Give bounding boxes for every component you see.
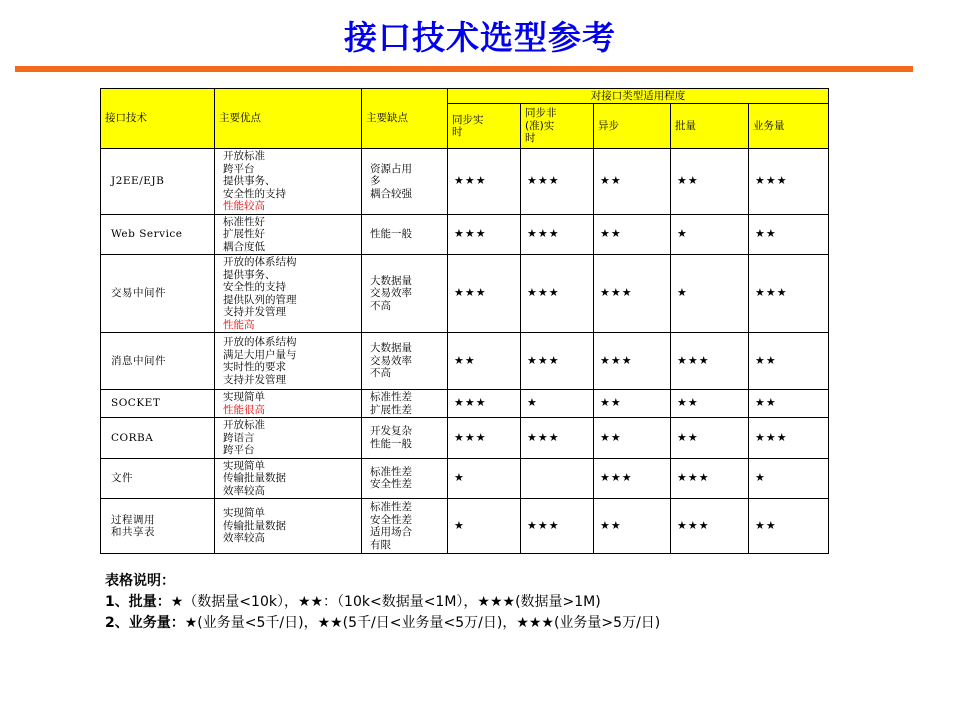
rating-async: ★★ — [594, 214, 671, 255]
rating-volume: ★★ — [749, 214, 829, 255]
rating-async: ★★ — [594, 499, 671, 554]
cell-line: 大数据量 — [370, 342, 412, 355]
header-row — [101, 89, 829, 104]
cell-line: 和共享表 — [111, 526, 155, 538]
cell-line: 交易效率 — [370, 354, 412, 367]
cons-cell — [362, 149, 448, 215]
pros-cell — [215, 333, 362, 390]
rating-sync-nonrealtime: ★★★ — [521, 499, 594, 554]
table-row — [101, 255, 829, 333]
rating-async: ★★ — [594, 149, 671, 215]
rating-batch: ★★ — [671, 418, 749, 459]
rating-async: ★★ — [594, 418, 671, 459]
tech-name-cell — [101, 149, 215, 215]
table-row — [101, 499, 829, 554]
cell-line: 实现简单 — [223, 459, 265, 472]
highlight-line: 性能很高 — [223, 403, 265, 416]
rating-sync-realtime: ★★★ — [448, 255, 521, 333]
rating-batch: ★★ — [671, 390, 749, 418]
cell-line: 开放的体系结构 — [223, 256, 297, 268]
cell-line: 交易中间件 — [111, 287, 166, 300]
cell-line: 跨平台 — [223, 444, 255, 456]
title-divider — [15, 66, 913, 72]
header-applicability-group: 对接口类型适用程度 — [448, 89, 829, 104]
tech-name-cell — [101, 333, 215, 390]
table-row — [101, 333, 829, 390]
cell-line: 标准性差 — [370, 391, 412, 403]
cell-line: 有限 — [370, 538, 391, 551]
rating-async: ★★★ — [594, 255, 671, 333]
cons-cell — [362, 255, 448, 333]
cell-line: 支持并发管理 — [223, 306, 286, 318]
cons-cell — [362, 390, 448, 418]
rating-batch: ★ — [671, 214, 749, 255]
cell-line: 性能一般 — [370, 228, 412, 240]
tech-name-cell — [101, 255, 215, 333]
header-tech: 接口技术 — [101, 89, 215, 149]
rating-sync-nonrealtime: ★★★ — [521, 149, 594, 215]
rating-sync-nonrealtime — [521, 458, 594, 499]
cell-line: 实时性的要求 — [223, 361, 286, 373]
header-sync-nonrealtime — [521, 104, 594, 149]
cell-line: 耦合度低 — [223, 240, 265, 253]
cell-line: 交易效率 — [370, 287, 412, 300]
cell-line: 满足大用户量与 — [223, 348, 297, 361]
header-batch: 批量 — [671, 104, 749, 149]
rating-sync-realtime: ★★ — [448, 333, 521, 390]
header-line: 时 — [525, 132, 536, 145]
cell-line: 开发复杂 — [370, 425, 412, 438]
cons-cell — [362, 499, 448, 554]
tech-name-cell — [101, 499, 215, 554]
rating-sync-realtime: ★ — [448, 499, 521, 554]
rating-sync-realtime: ★★★ — [448, 390, 521, 418]
table-row — [101, 458, 829, 499]
cell-line: 跨平台 — [223, 162, 255, 175]
header-line: 同步非 — [525, 107, 557, 120]
rating-sync-realtime: ★ — [448, 458, 521, 499]
cell-line: 安全性差 — [370, 513, 412, 526]
tech-name-cell — [101, 418, 215, 459]
header-sync-realtime — [448, 104, 521, 149]
rating-batch: ★★★ — [671, 458, 749, 499]
pros-cell — [215, 390, 362, 418]
rating-sync-nonrealtime: ★★★ — [521, 214, 594, 255]
cell-line: 支持并发管理 — [223, 373, 286, 386]
cell-line: 开放的体系结构 — [223, 336, 297, 348]
cell-line: 不高 — [370, 299, 391, 312]
cell-line: 开放标准 — [223, 419, 265, 431]
pros-cell — [215, 214, 362, 255]
rating-batch: ★★ — [671, 149, 749, 215]
tech-name-cell — [101, 214, 215, 255]
cell-line: 跨语言 — [223, 431, 255, 444]
cons-cell — [362, 458, 448, 499]
notes-line-prefix: 1、批量： — [105, 594, 171, 610]
header-line: 同步实 — [452, 113, 484, 126]
cell-line: 消息中间件 — [111, 354, 166, 367]
cell-line: Web Service — [111, 228, 183, 240]
rating-volume: ★ — [749, 458, 829, 499]
rating-volume: ★★★ — [749, 418, 829, 459]
cons-cell — [362, 418, 448, 459]
cell-line: 传输批量数据 — [223, 472, 286, 484]
cell-line: 安全性的支持 — [223, 187, 286, 200]
pros-cell — [215, 149, 362, 215]
interface-comparison-table — [100, 88, 829, 554]
notes-title: 表格说明： — [105, 573, 175, 589]
cell-line: 提供事务、 — [223, 268, 276, 281]
rating-async: ★★★ — [594, 333, 671, 390]
cell-line: 实现简单 — [223, 507, 265, 520]
table-notes — [105, 571, 660, 634]
cell-line: 安全性差 — [370, 478, 412, 491]
cell-line: 传输批量数据 — [223, 519, 286, 532]
cell-line: 效率较高 — [223, 484, 265, 497]
cell-line: 实现简单 — [223, 391, 265, 403]
header-async: 异步 — [594, 104, 671, 149]
cell-line: 性能一般 — [370, 437, 412, 450]
cell-line: CORBA — [111, 431, 154, 444]
tech-name-cell — [101, 458, 215, 499]
rating-batch: ★★★ — [671, 499, 749, 554]
notes-line-prefix: 2、业务量： — [105, 615, 185, 631]
header-line: (准)实 — [525, 119, 555, 132]
table-row — [101, 149, 829, 215]
rating-sync-realtime: ★★★ — [448, 214, 521, 255]
notes-line-volume — [105, 613, 660, 634]
rating-sync-nonrealtime: ★ — [521, 390, 594, 418]
rating-volume: ★★ — [749, 499, 829, 554]
cell-line: 适用场合 — [370, 526, 412, 538]
pros-cell — [215, 458, 362, 499]
cell-line: 效率较高 — [223, 532, 265, 545]
cell-line: 多 — [370, 175, 381, 187]
header-pros: 主要优点 — [215, 89, 362, 149]
rating-batch: ★★★ — [671, 333, 749, 390]
cell-line: SOCKET — [111, 397, 161, 410]
cell-line: 扩展性好 — [223, 228, 265, 240]
cell-line: 提供事务、 — [223, 175, 276, 187]
rating-sync-nonrealtime: ★★★ — [521, 333, 594, 390]
rating-sync-nonrealtime: ★★★ — [521, 255, 594, 333]
header-cons: 主要缺点 — [362, 89, 448, 149]
rating-sync-realtime: ★★★ — [448, 149, 521, 215]
rating-batch: ★ — [671, 255, 749, 333]
cell-line: 标准性差 — [370, 465, 412, 478]
rating-sync-realtime: ★★★ — [448, 418, 521, 459]
cell-line: 过程调用 — [111, 513, 155, 526]
rating-volume: ★★ — [749, 390, 829, 418]
pros-cell — [215, 418, 362, 459]
page-title: 接口技术选型参考 — [344, 18, 616, 57]
pros-cell — [215, 255, 362, 333]
rating-async: ★★ — [594, 390, 671, 418]
notes-line-text: ★（数据量<10k），★★：（10k<数据量<1M），★★★(数据量>1M) — [170, 594, 601, 610]
highlight-line: 性能较高 — [223, 200, 265, 212]
cell-line: 扩展性差 — [370, 403, 412, 416]
cell-line: 文件 — [111, 472, 133, 484]
table-row — [101, 214, 829, 255]
rating-volume: ★★★ — [749, 149, 829, 215]
cell-line: 标准性好 — [223, 215, 265, 228]
table-row — [101, 418, 829, 459]
tech-name-cell — [101, 390, 215, 418]
cell-line: 安全性的支持 — [223, 281, 286, 293]
highlight-line: 性能高 — [223, 318, 255, 331]
header-line: 时 — [452, 126, 463, 138]
cell-line: 标准性差 — [370, 501, 412, 513]
cell-line: 大数据量 — [370, 274, 412, 287]
cell-line: 提供队列的管理 — [223, 293, 297, 306]
cell-line: 开放标准 — [223, 150, 265, 162]
cons-cell — [362, 214, 448, 255]
pros-cell — [215, 499, 362, 554]
rating-sync-nonrealtime: ★★★ — [521, 418, 594, 459]
table-row — [101, 390, 829, 418]
notes-line-batch — [105, 592, 660, 613]
cell-line: 不高 — [370, 367, 391, 380]
cell-line: J2EE/EJB — [111, 175, 165, 187]
rating-volume: ★★★ — [749, 255, 829, 333]
header-volume: 业务量 — [749, 104, 829, 149]
cell-line: 资源占用 — [370, 162, 412, 175]
cons-cell — [362, 333, 448, 390]
rating-async: ★★★ — [594, 458, 671, 499]
notes-line-text: ★(业务量<5千/日)，★★(5千/日<业务量<5万/日)，★★★(业务量>5万/日) — [184, 615, 661, 631]
cell-line: 耦合较强 — [370, 187, 412, 200]
rating-volume: ★★ — [749, 333, 829, 390]
